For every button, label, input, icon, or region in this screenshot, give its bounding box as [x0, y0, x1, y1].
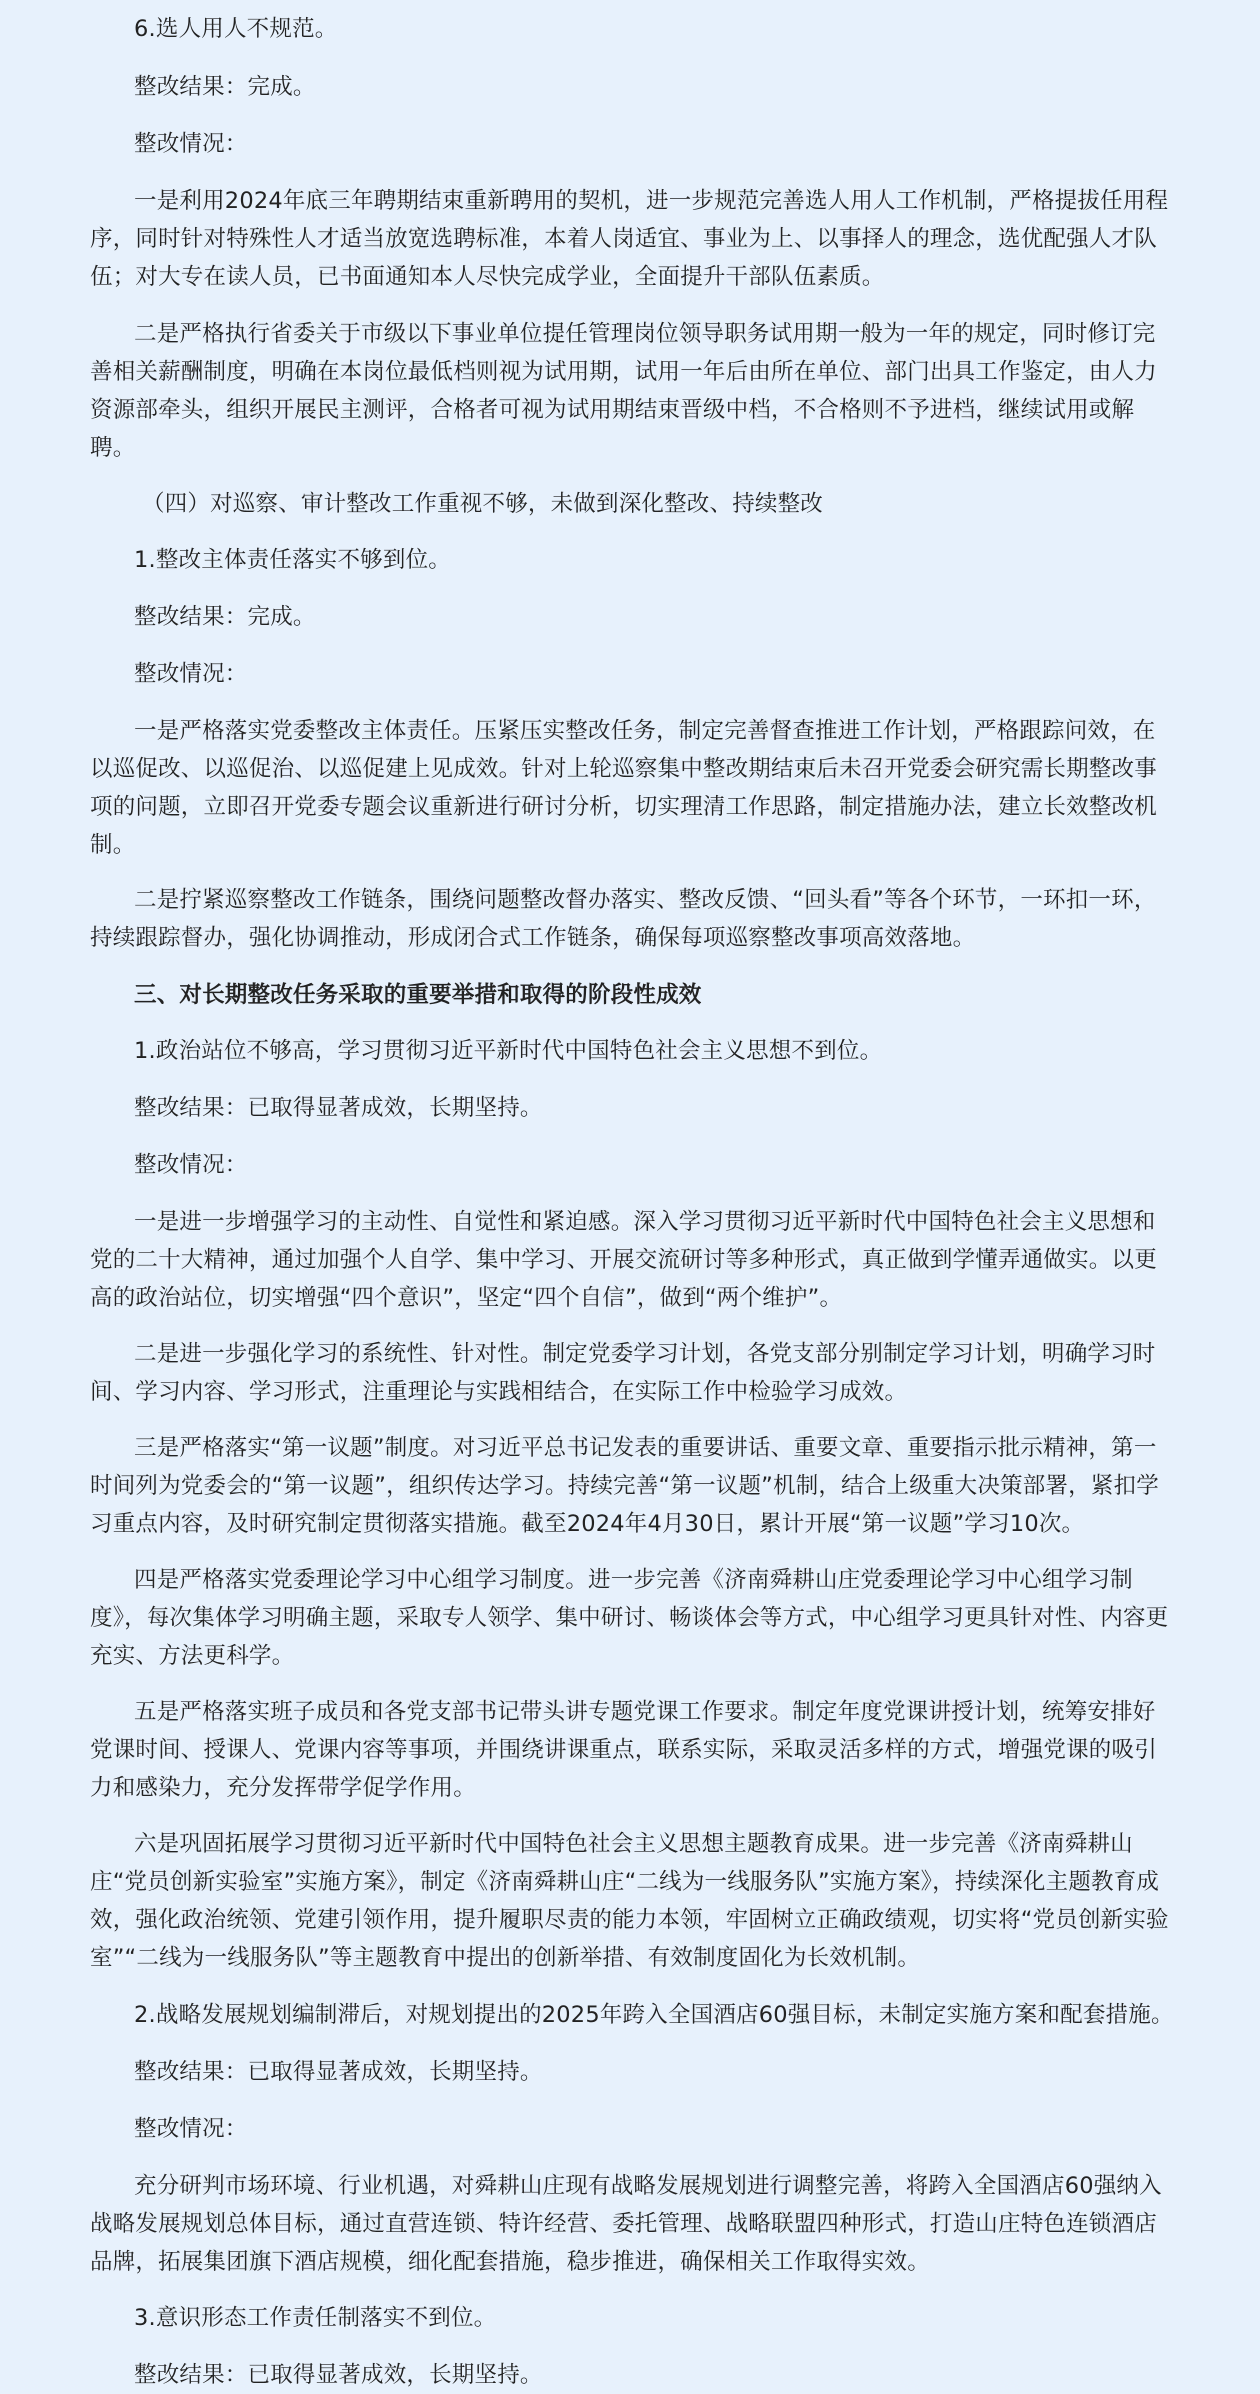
- situation-label: 整改情况：: [134, 661, 248, 687]
- body-paragraph: 二是进一步强化学习的系统性、针对性。制定党委学习计划，各党支部分别制定学习计划，明确学习时间、学习内容、学习形式，注重理论与实践相结合，在实际工作中检验学习成效。: [90, 1341, 1156, 1405]
- body-paragraph: 充分研判市场环境、行业机遇，对舜耕山庄现有战略发展规划进行调整完善，将跨入全国酒店60强纳入战略发展规划总体目标，通过直营连锁、特许经营、委托管理、战略联盟四种形式，打造山庄特色连锁酒店品牌，拓展集团旗下酒店规模，细化配套措施，稳步推进，确保相关工作取得实效。: [90, 2173, 1162, 2275]
- result-line: 整改结果：已取得显著成效，长期坚持。: [134, 1095, 543, 1121]
- item-heading: 6.选人用人不规范。: [134, 16, 338, 42]
- body-paragraph: 三是严格落实“第一议题”制度。对习近平总书记发表的重要讲话、重要文章、重要指示批示精神，第一时间列为党委会的“第一议题”，组织传达学习。持续完善“第一议题”机制，结合上级重大决策部署，紧扣学习重点内容，及时研究制定贯彻落实措施。截至2024年4月30日，累计开展“第一议题”学习10次。: [90, 1435, 1159, 1537]
- body-paragraph: 一是进一步增强学习的主动性、自觉性和紧迫感。深入学习贯彻习近平新时代中国特色社会主义思想和党的二十大精神，通过加强个人自学、集中学习、开展交流研讨等多种形式，真正做到学懂弄通做实。以更高的政治站位，切实增强“四个意识”，坚定“四个自信”，做到“两个维护”。: [90, 1209, 1157, 1311]
- item-heading: 1.整改主体责任落实不够到位。: [134, 547, 451, 573]
- section-heading: 三、对长期整改任务采取的重要举措和取得的阶段性成效: [134, 982, 702, 1008]
- body-paragraph: 六是巩固拓展学习贯彻习近平新时代中国特色社会主义思想主题教育成果。进一步完善《济南舜耕山庄“党员创新实验室”实施方案》，制定《济南舜耕山庄“二线为一线服务队”实施方案》，持续深化主题教育成效，强化政治统领、党建引领作用，提升履职尽责的能力本领，牢固树立正确政绩观，切实将“党员创新实验室”“二线为一线服务队”等主题教育中提出的创新举措、有效制度固化为长效机制。: [90, 1831, 1169, 1971]
- result-line: 整改结果：已取得显著成效，长期坚持。: [134, 2059, 543, 2085]
- body-paragraph: 二是拧紧巡察整改工作链条，围绕问题整改督办落实、整改反馈、“回头看”等各个环节，一环扣一环，持续跟踪督办，强化协调推动，形成闭合式工作链条，确保每项巡察整改事项高效落地。: [90, 887, 1157, 951]
- situation-label: 整改情况：: [134, 131, 248, 157]
- section-subheading: （四）对巡察、审计整改工作重视不够，未做到深化整改、持续整改: [142, 491, 824, 517]
- body-paragraph: 一是利用2024年底三年聘期结束重新聘用的契机，进一步规范完善选人用人工作机制，严格提拔任用程序，同时针对特殊性人才适当放宽选聘标准，本着人岗适宜、事业为上、以事择人的理念，选优配强人才队伍；对大专在读人员，已书面通知本人尽快完成学业，全面提升干部队伍素质。: [90, 188, 1169, 290]
- body-paragraph: 五是严格落实班子成员和各党支部书记带头讲专题党课工作要求。制定年度党课讲授计划，统筹安排好党课时间、授课人、党课内容等事项，并围绕讲课重点，联系实际，采取灵活多样的方式，增强党课的吸引力和感染力，充分发挥带学促学作用。: [90, 1699, 1157, 1801]
- body-paragraph: 四是严格落实党委理论学习中心组学习制度。进一步完善《济南舜耕山庄党委理论学习中心组学习制度》，每次集体学习明确主题，采取专人领学、集中研讨、畅谈体会等方式，中心组学习更具针对性、内容更充实、方法更科学。: [90, 1567, 1169, 1669]
- body-paragraph: 二是严格执行省委关于市级以下事业单位提任管理岗位领导职务试用期一般为一年的规定，同时修订完善相关薪酬制度，明确在本岗位最低档则视为试用期，试用一年后由所在单位、部门出具工作鉴定，由人力资源部牵头，组织开展民主测评，合格者可视为试用期结束晋级中档，不合格则不予进档，继续试用或解聘。: [90, 321, 1157, 461]
- result-line: 整改结果：完成。: [134, 74, 316, 100]
- situation-label: 整改情况：: [134, 1152, 248, 1178]
- situation-label: 整改情况：: [134, 2116, 248, 2142]
- result-line: 整改结果：完成。: [134, 604, 316, 630]
- result-line: 整改结果：已取得显著成效，长期坚持。: [134, 2362, 543, 2388]
- body-paragraph: 一是严格落实党委整改主体责任。压紧压实整改任务，制定完善督查推进工作计划，严格跟踪问效，在以巡促改、以巡促治、以巡促建上见成效。针对上轮巡察集中整改期结束后未召开党委会研究需长期整改事项的问题，立即召开党委专题会议重新进行研讨分析，切实理清工作思路，制定措施办法，建立长效整改机制。: [90, 718, 1157, 858]
- item-heading: 1.政治站位不够高，学习贯彻习近平新时代中国特色社会主义思想不到位。: [134, 1038, 883, 1064]
- item-heading: 2.战略发展规划编制滞后，对规划提出的2025年跨入全国酒店60强目标，未制定实施方案和配套措施。: [134, 2002, 1174, 2028]
- item-heading: 3.意识形态工作责任制落实不到位。: [134, 2305, 497, 2331]
